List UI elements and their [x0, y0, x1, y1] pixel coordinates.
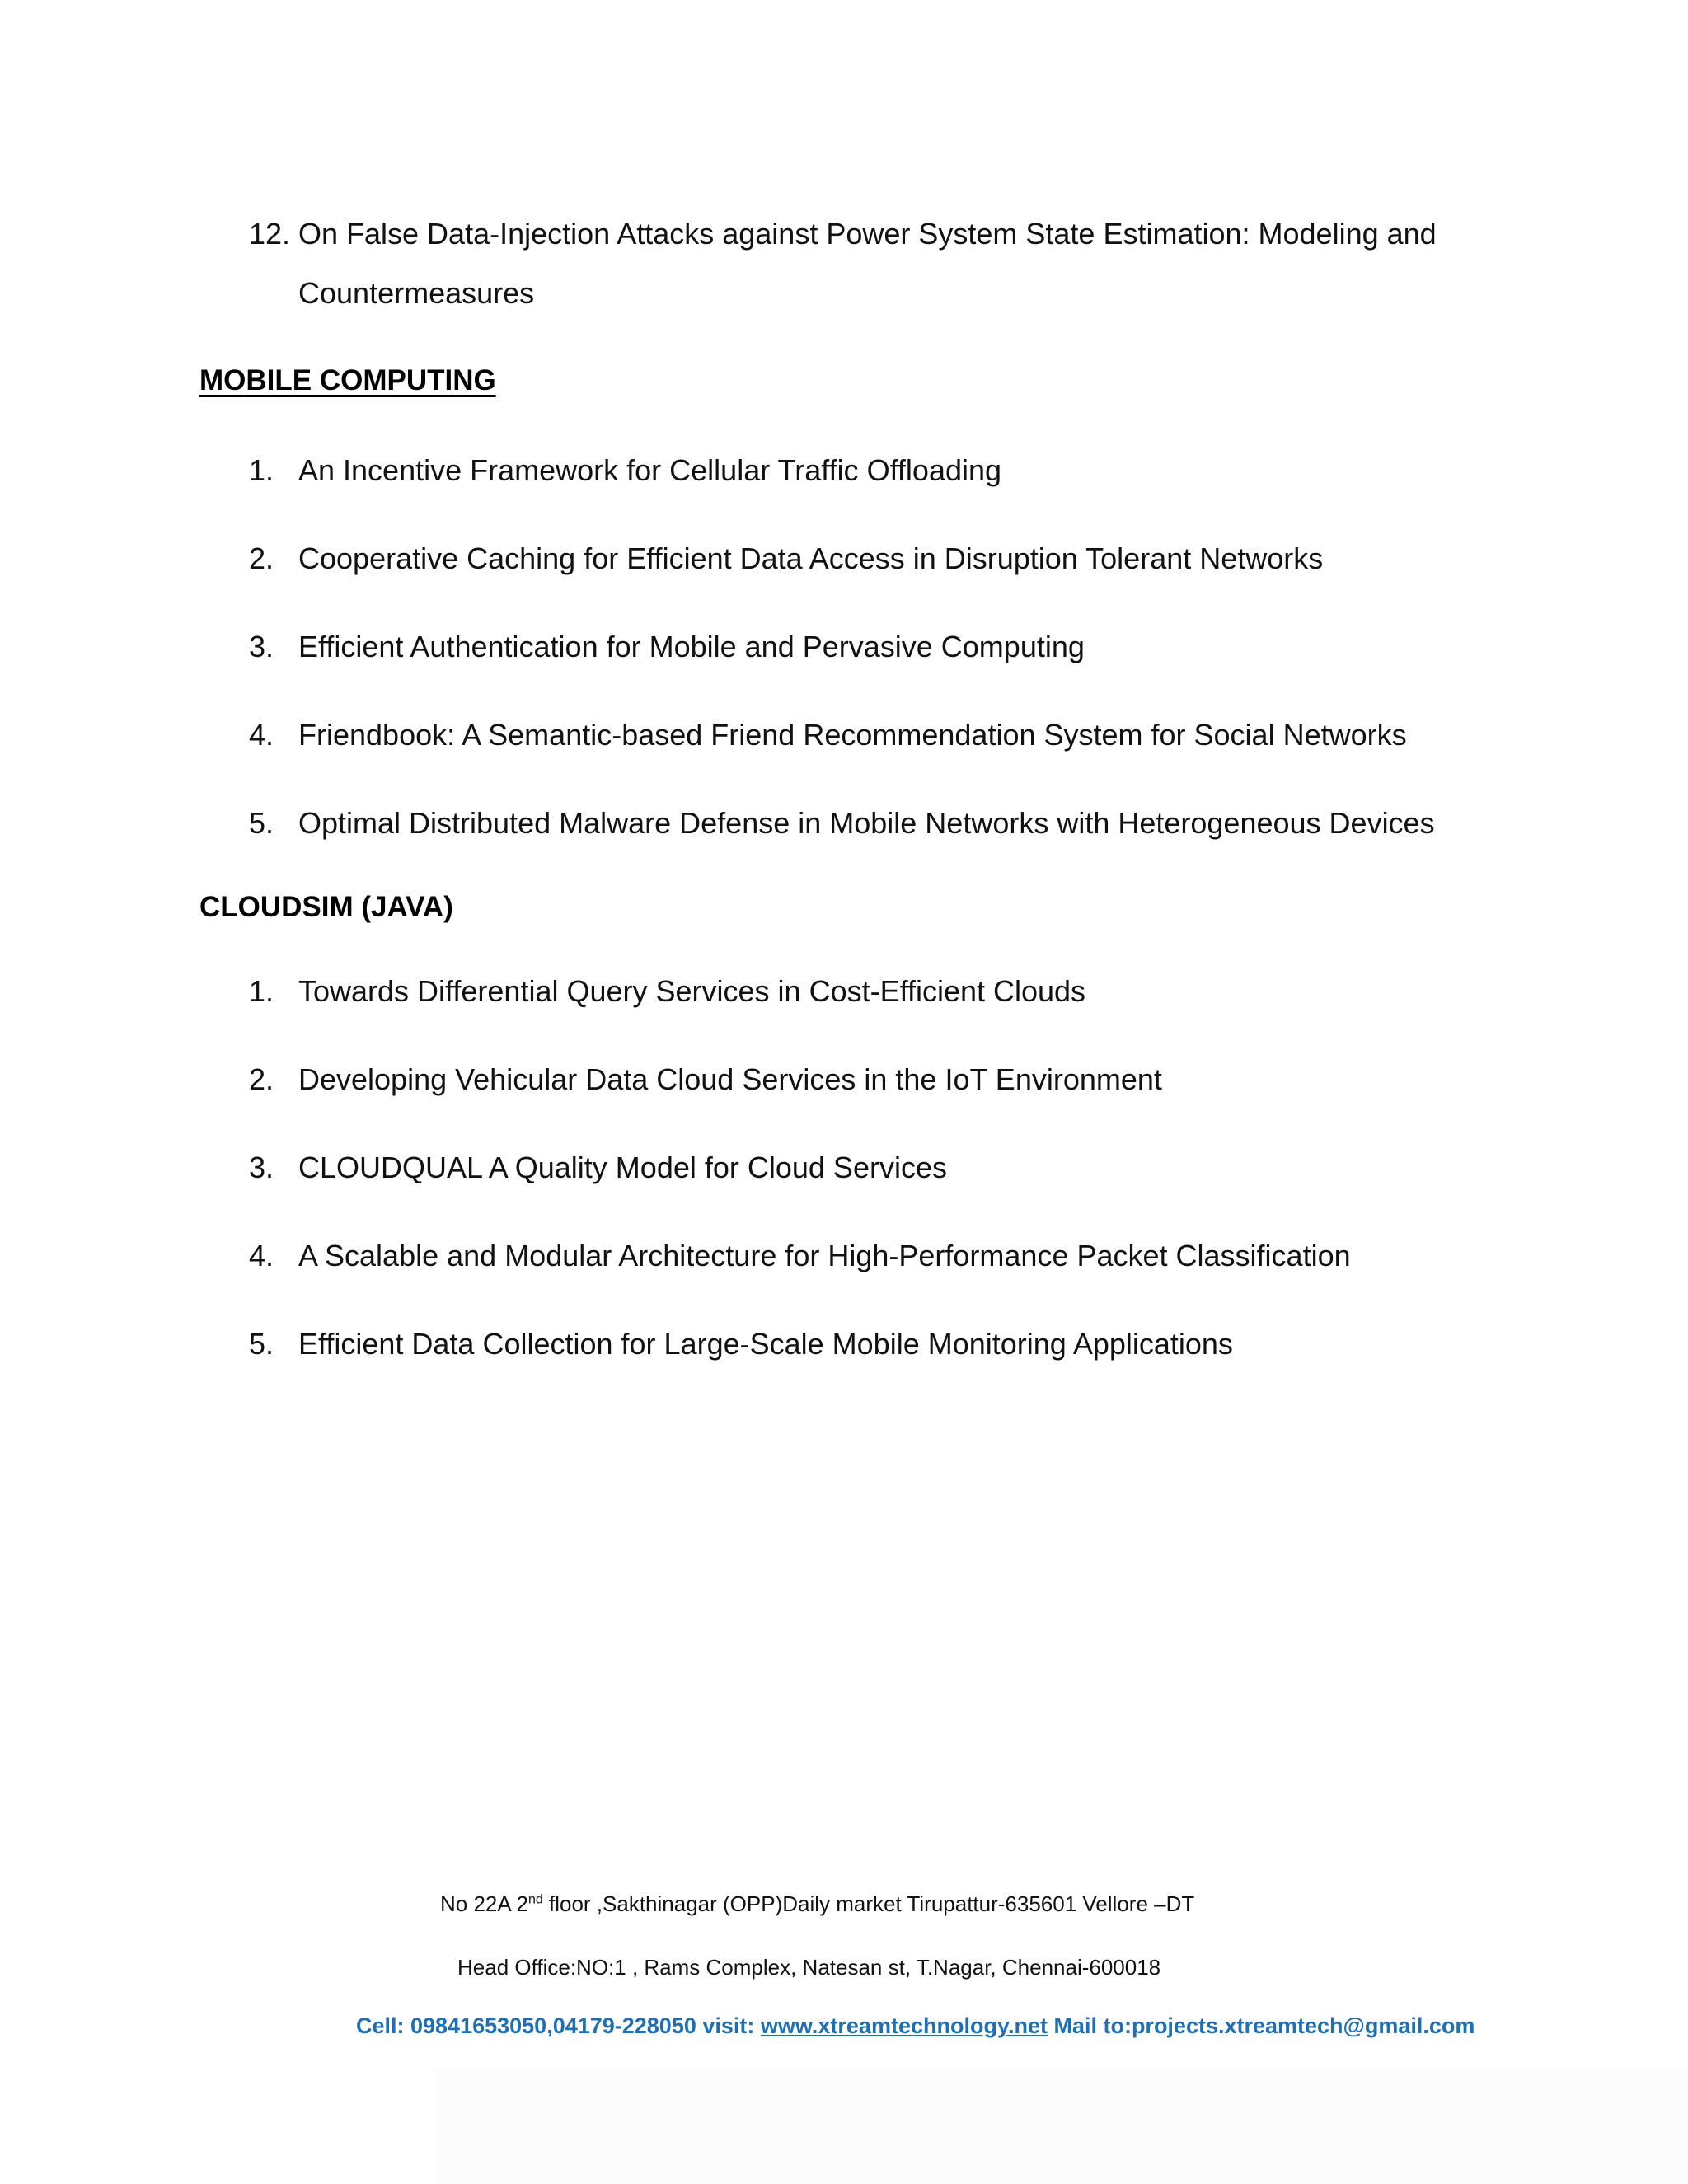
list-item-text: Optimal Distributed Malware Defense in Mobile Networks with Heterogeneous Devices [298, 806, 1435, 840]
footer-background [435, 2069, 1688, 2184]
list-item-text: On False Data-Injection Attacks against Power System State Estimation: Modeling and [298, 217, 1437, 251]
list-item-text: Friendbook: A Semantic-based Friend Recommendation System for Social Networks [298, 718, 1407, 752]
list-item-text: An Incentive Framework for Cellular Traffic Offloading [298, 453, 1002, 487]
footer-mail: Mail to:projects.xtreamtech@gmail.com [1047, 2013, 1475, 2038]
list-item-12-continuation [298, 264, 534, 323]
list-item-number: 12. [249, 217, 291, 251]
website-link[interactable]: www.xtreamtechnology.net [760, 2013, 1048, 2038]
footer-address-start: No 22A 2 [440, 1891, 528, 1916]
list-item-text: A Scalable and Modular Architecture for High-Performance Packet Classification [298, 1239, 1351, 1272]
list-item-number: 3. [249, 630, 274, 663]
footer-head-office: Head Office:NO:1 , Rams Complex, Natesan st, T.Nagar, Chennai-600018 [457, 1955, 1161, 1980]
list-item-number: 2. [249, 541, 274, 575]
list-item-text: Countermeasures [298, 276, 535, 310]
list-item-number: 5. [249, 806, 274, 840]
footer-address-end: floor ,Sakthinagar (OPP)Daily market Tirupattur-635601 Vellore –DT [542, 1891, 1195, 1916]
section-heading-cloudsim: CLOUDSIM (JAVA) [199, 891, 453, 923]
list-item-number: 1. [249, 974, 274, 1008]
list-item-text: Developing Vehicular Data Cloud Services in the IoT Environment [298, 1062, 1162, 1096]
list-item-text: Cooperative Caching for Efficient Data Access in Disruption Tolerant Networks [298, 541, 1324, 575]
list-item-number: 2. [249, 1062, 274, 1096]
section-heading-mobile-computing: MOBILE COMPUTING [199, 364, 496, 396]
list-item-text: CLOUDQUAL A Quality Model for Cloud Services [298, 1151, 947, 1184]
footer-contact [356, 2013, 1475, 2039]
footer-address-sup: nd [528, 1892, 543, 1907]
list-item-text: Efficient Authentication for Mobile and Pervasive Computing [298, 630, 1085, 663]
footer-address [440, 1891, 1194, 1917]
list-item-number: 4. [249, 1239, 274, 1272]
list-item-text: Towards Differential Query Services in Cost-Efficient Clouds [298, 974, 1086, 1008]
list-item-number: 3. [249, 1151, 274, 1184]
list-item-number: 5. [249, 1327, 274, 1361]
footer-cell: Cell: 09841653050,04179-228050 visit: [356, 2013, 761, 2038]
list-item-text: Efficient Data Collection for Large-Scale Mobile Monitoring Applications [298, 1327, 1233, 1361]
list-item-number: 4. [249, 718, 274, 752]
list-item-number: 1. [249, 453, 274, 487]
